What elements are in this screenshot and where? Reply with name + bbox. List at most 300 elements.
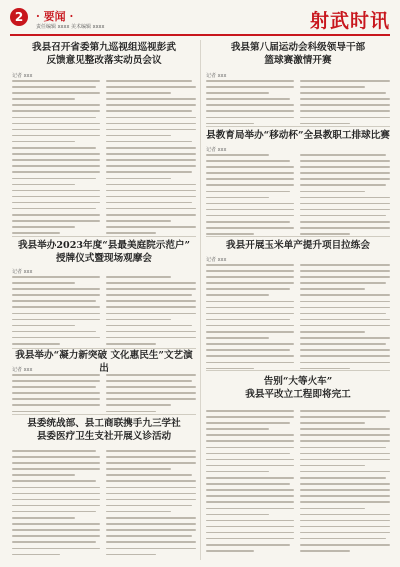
text-line — [300, 80, 390, 82]
text-line — [300, 166, 390, 168]
text-line — [12, 505, 100, 507]
text-line — [300, 501, 390, 503]
text-line — [12, 135, 100, 137]
text-line — [206, 410, 294, 412]
newspaper-name: 射武时讯 — [309, 10, 390, 32]
text-line — [12, 325, 75, 327]
text-line — [206, 215, 294, 217]
text-line — [206, 362, 294, 364]
text-line — [106, 196, 196, 198]
text-line — [106, 123, 196, 125]
text-line — [300, 410, 390, 412]
text-line — [106, 325, 192, 327]
text-line — [206, 508, 294, 510]
text-line — [12, 123, 100, 125]
text-line — [12, 554, 60, 556]
text-line — [300, 270, 390, 272]
text-line — [12, 196, 100, 198]
text-line — [12, 411, 60, 413]
text-line — [206, 355, 294, 357]
text-line — [206, 313, 294, 315]
text-line — [300, 154, 386, 156]
text-line — [300, 264, 390, 266]
text-line — [300, 514, 390, 516]
text-line — [12, 276, 100, 278]
text-line — [12, 529, 100, 531]
headline-line: 我县举办2023年度“县最美庭院示范户” — [17, 240, 191, 251]
text-line — [300, 203, 390, 205]
text-line — [300, 337, 390, 339]
text-line — [300, 191, 365, 193]
text-line — [300, 477, 386, 479]
editor-credits: 责任编辑 xxxx 美术编辑 xxxx — [36, 24, 105, 30]
text-line — [206, 416, 294, 418]
text-line — [206, 440, 294, 442]
text-line — [300, 98, 390, 100]
text-line — [12, 147, 96, 149]
text-line — [106, 517, 196, 519]
text-line — [206, 92, 269, 94]
text-line — [300, 526, 390, 528]
article-separator — [12, 348, 196, 349]
text-line — [106, 98, 196, 100]
text-line — [12, 129, 100, 131]
text-line — [12, 337, 100, 339]
text-line — [106, 208, 196, 210]
text-line — [206, 172, 294, 174]
text-line — [300, 550, 350, 552]
text-line — [106, 548, 196, 550]
text-line — [206, 160, 290, 162]
section-title: · 要闻 · — [36, 10, 74, 23]
text-line — [206, 483, 290, 485]
text-line — [12, 288, 100, 290]
text-line — [106, 129, 196, 131]
text-line — [300, 471, 390, 473]
article-body — [300, 154, 390, 239]
article-headline[interactable] — [206, 42, 390, 68]
article-body — [300, 264, 390, 374]
text-line — [206, 227, 294, 229]
text-line — [106, 214, 196, 216]
text-line — [300, 209, 390, 211]
text-line — [106, 386, 196, 388]
text-line — [300, 319, 390, 321]
text-line — [12, 386, 96, 388]
text-line — [106, 319, 171, 321]
text-line — [300, 221, 390, 223]
text-line — [206, 110, 294, 112]
text-line — [300, 184, 386, 186]
text-line — [106, 343, 156, 345]
headline-line: 授牌仪式暨现场观摩会 — [56, 252, 152, 264]
headline-line: 县委医疗卫生支社开展义诊活动 — [36, 430, 172, 442]
text-line — [300, 197, 390, 199]
article-headline[interactable] — [206, 376, 390, 402]
article-byline: 记者 xxx — [12, 367, 33, 373]
text-line — [206, 331, 294, 333]
page-number-badge: 2 — [10, 8, 28, 26]
text-line — [206, 123, 254, 125]
column-divider — [200, 40, 201, 560]
text-line — [106, 226, 196, 228]
text-line — [106, 276, 171, 278]
article-headline[interactable] — [12, 418, 196, 444]
text-line — [106, 505, 192, 507]
text-line — [206, 86, 294, 88]
text-line — [12, 214, 100, 216]
text-line — [106, 80, 192, 82]
text-line — [206, 337, 269, 339]
text-line — [206, 166, 294, 168]
text-line — [300, 110, 390, 112]
text-line — [106, 306, 196, 308]
text-line — [300, 368, 350, 370]
text-line — [206, 532, 294, 534]
text-line — [300, 227, 390, 229]
text-line — [300, 465, 365, 467]
text-line — [206, 447, 294, 449]
article-body — [206, 264, 294, 374]
text-line — [206, 191, 290, 193]
text-line — [12, 117, 96, 119]
article-byline: 记者 xxx — [206, 73, 227, 79]
text-line — [206, 282, 294, 284]
text-line — [300, 233, 350, 235]
text-line — [12, 92, 100, 94]
text-line — [12, 398, 100, 400]
masthead — [10, 6, 390, 36]
text-line — [300, 440, 390, 442]
text-line — [12, 404, 100, 406]
text-line — [12, 232, 60, 234]
article-body — [106, 80, 196, 238]
text-line — [206, 477, 294, 479]
text-line — [106, 110, 192, 112]
text-line — [206, 453, 290, 455]
text-line — [300, 215, 386, 217]
text-line — [106, 462, 196, 464]
text-line — [300, 123, 350, 125]
text-line — [206, 98, 290, 100]
text-line — [206, 288, 290, 290]
text-line — [106, 535, 192, 537]
text-line — [106, 398, 196, 400]
text-line — [206, 203, 294, 205]
headline-line: 告别“大等火车” — [263, 376, 333, 387]
text-line — [206, 489, 294, 491]
text-line — [206, 501, 294, 503]
text-line — [300, 489, 390, 491]
article-headline[interactable] — [12, 240, 196, 266]
text-line — [106, 331, 196, 333]
text-line — [12, 178, 96, 180]
text-line — [12, 202, 100, 204]
text-line — [300, 331, 365, 333]
text-line — [300, 362, 390, 364]
text-line — [106, 456, 196, 458]
headline-line: 我县第八届运动会科级领导干部 — [230, 42, 366, 53]
article-byline: 记者 xxx — [206, 147, 227, 153]
headline-line: 篮球赛激情开赛 — [264, 54, 332, 66]
text-line — [300, 313, 386, 315]
text-line — [12, 98, 75, 100]
text-line — [106, 220, 171, 222]
text-line — [206, 307, 294, 309]
text-line — [12, 474, 75, 476]
text-line — [300, 117, 390, 119]
text-line — [206, 465, 294, 467]
article-headline[interactable] — [206, 130, 390, 143]
text-line — [12, 294, 100, 296]
text-line — [12, 190, 100, 192]
text-line — [106, 374, 196, 376]
headline-line: 我县举办“凝力新突破 文化惠民生”文艺演出 — [15, 350, 193, 374]
text-line — [300, 532, 390, 534]
text-line — [206, 325, 294, 327]
text-line — [106, 380, 192, 382]
text-line — [206, 428, 269, 430]
text-line — [300, 92, 386, 94]
text-line — [12, 80, 100, 82]
text-line — [106, 202, 192, 204]
text-line — [12, 493, 100, 495]
text-line — [106, 178, 171, 180]
text-line — [106, 392, 196, 394]
text-line — [206, 349, 290, 351]
text-line — [206, 471, 269, 473]
headline-line: 反馈意见整改落实动员会议 — [46, 54, 162, 66]
text-line — [106, 184, 196, 186]
text-line — [106, 288, 196, 290]
text-line — [206, 544, 290, 546]
text-line — [106, 529, 196, 531]
text-line — [206, 526, 294, 528]
text-line — [300, 104, 390, 106]
text-line — [12, 282, 75, 284]
text-line — [300, 86, 365, 88]
text-line — [300, 428, 390, 430]
article-byline: 记者 xxx — [206, 257, 227, 263]
text-line — [106, 294, 192, 296]
text-line — [12, 319, 100, 321]
text-line — [300, 178, 390, 180]
text-line — [106, 468, 171, 470]
text-line — [206, 495, 294, 497]
text-line — [12, 392, 100, 394]
text-line — [106, 493, 196, 495]
text-line — [12, 159, 100, 161]
text-line — [12, 171, 100, 173]
text-line — [106, 480, 196, 482]
text-line — [106, 147, 196, 149]
text-line — [12, 226, 75, 228]
text-line — [206, 178, 294, 180]
text-line — [206, 343, 294, 345]
text-line — [300, 520, 390, 522]
article-headline[interactable] — [12, 350, 196, 376]
text-line — [12, 523, 100, 525]
text-line — [300, 294, 390, 296]
text-line — [106, 450, 196, 452]
text-line — [300, 416, 386, 418]
text-line — [12, 380, 100, 382]
text-line — [12, 110, 100, 112]
text-line — [300, 172, 390, 174]
text-line — [300, 301, 390, 303]
text-line — [206, 184, 294, 186]
text-line — [206, 294, 269, 296]
text-line — [12, 374, 100, 376]
text-line — [106, 313, 196, 315]
text-line — [300, 343, 386, 345]
text-line — [106, 474, 192, 476]
article-body — [300, 80, 390, 129]
text-line — [12, 153, 100, 155]
text-line — [206, 520, 294, 522]
text-line — [206, 301, 294, 303]
text-line — [206, 319, 290, 321]
text-line — [300, 483, 390, 485]
article-body — [300, 410, 390, 556]
text-line — [206, 459, 294, 461]
text-line — [300, 434, 390, 436]
text-line — [106, 554, 156, 556]
text-line — [206, 270, 294, 272]
text-line — [12, 480, 96, 482]
text-line — [206, 197, 269, 199]
text-line — [12, 141, 75, 143]
article-separator — [12, 236, 196, 237]
headline-line: 我县召开省委第九巡视组巡视彭武 — [32, 42, 176, 53]
article-separator — [206, 370, 390, 371]
article-body — [106, 374, 196, 417]
text-line — [106, 541, 196, 543]
text-line — [106, 86, 196, 88]
text-line — [300, 544, 390, 546]
text-line — [106, 499, 196, 501]
text-line — [106, 135, 171, 137]
text-line — [206, 264, 294, 266]
text-line — [12, 487, 100, 489]
text-line — [300, 349, 390, 351]
text-line — [206, 233, 254, 235]
text-line — [12, 104, 100, 106]
text-line — [106, 171, 192, 173]
article-body — [12, 276, 100, 349]
text-line — [206, 80, 294, 82]
article-body — [206, 410, 294, 556]
text-line — [206, 368, 254, 370]
text-line — [12, 456, 100, 458]
text-line — [106, 117, 196, 119]
text-line — [300, 508, 365, 510]
text-line — [206, 434, 294, 436]
text-line — [106, 523, 196, 525]
text-line — [300, 459, 390, 461]
text-line — [206, 538, 294, 540]
text-line — [206, 422, 290, 424]
masthead-rule — [10, 34, 390, 36]
text-line — [206, 209, 294, 211]
text-line — [300, 355, 390, 357]
text-line — [106, 159, 196, 161]
text-line — [12, 450, 96, 452]
text-line — [106, 282, 196, 284]
headline-line: 我县开展玉米单产提升项目拉练会 — [226, 240, 370, 251]
article-body — [106, 276, 196, 349]
article-headline[interactable] — [206, 240, 390, 253]
text-line — [300, 307, 390, 309]
text-line — [12, 541, 96, 543]
text-line — [300, 538, 386, 540]
text-line — [12, 548, 100, 550]
text-line — [106, 487, 196, 489]
text-line — [12, 468, 100, 470]
text-line — [106, 153, 196, 155]
text-line — [300, 325, 390, 327]
article-separator — [206, 236, 390, 237]
text-line — [106, 404, 171, 406]
article-separator — [12, 414, 196, 415]
text-line — [12, 343, 60, 345]
text-line — [206, 117, 294, 119]
text-line — [12, 517, 75, 519]
text-line — [206, 550, 254, 552]
text-line — [12, 313, 100, 315]
text-line — [106, 411, 156, 413]
article-body — [206, 154, 294, 239]
text-line — [106, 92, 171, 94]
text-line — [106, 165, 196, 167]
headline-line: 县教育局举办“移动杯”全县教职工排球比赛 — [206, 130, 390, 141]
article-separator — [206, 126, 390, 127]
text-line — [300, 276, 390, 278]
text-line — [12, 300, 96, 302]
article-byline: 记者 xxx — [12, 269, 33, 275]
text-line — [300, 495, 390, 497]
text-line — [300, 282, 386, 284]
text-line — [300, 288, 365, 290]
text-line — [12, 331, 96, 333]
text-line — [12, 511, 96, 513]
text-line — [106, 511, 171, 513]
article-body — [12, 450, 100, 560]
text-line — [12, 499, 100, 501]
article-headline[interactable] — [12, 42, 196, 68]
text-line — [106, 104, 196, 106]
text-line — [300, 447, 386, 449]
text-line — [106, 190, 196, 192]
text-line — [106, 232, 156, 234]
text-line — [206, 514, 269, 516]
text-line — [12, 86, 96, 88]
text-line — [12, 306, 100, 308]
text-line — [12, 184, 75, 186]
article-body — [12, 80, 100, 238]
text-line — [206, 221, 290, 223]
text-line — [206, 104, 294, 106]
text-line — [12, 220, 100, 222]
text-line — [106, 300, 196, 302]
text-line — [300, 160, 390, 162]
headline-line: 我县平改立工程即将完工 — [245, 388, 351, 400]
article-body — [12, 374, 100, 417]
text-line — [106, 141, 192, 143]
text-line — [12, 462, 100, 464]
article-byline: 记者 xxx — [12, 73, 33, 79]
text-line — [12, 165, 100, 167]
